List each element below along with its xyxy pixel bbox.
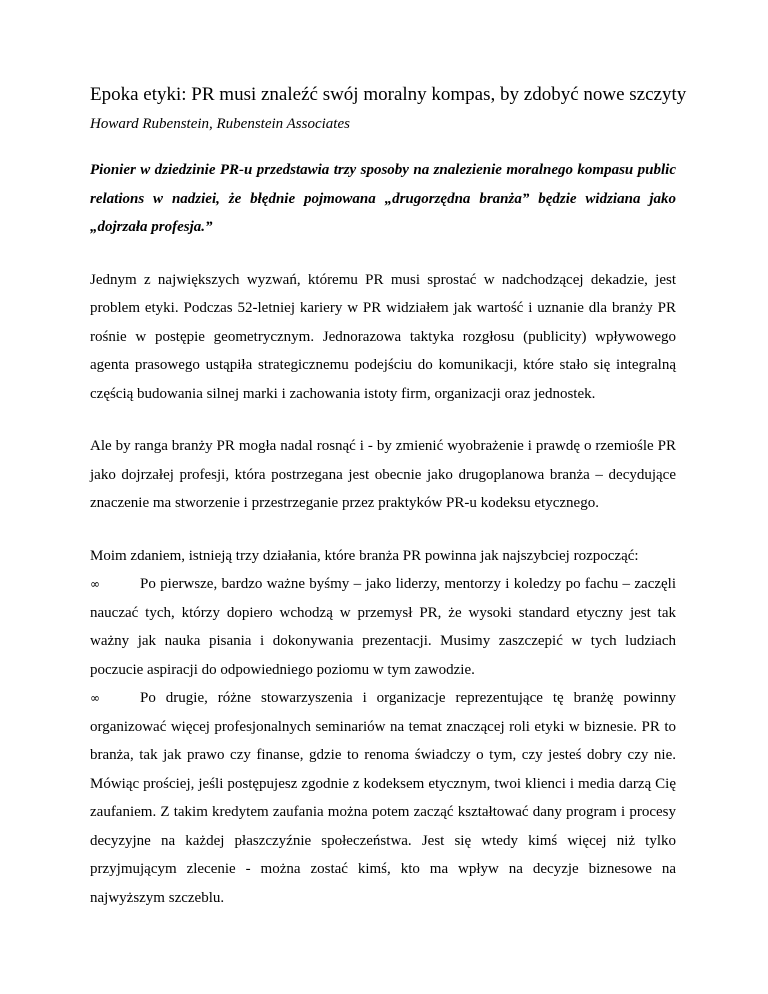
paragraph-1: Jednym z największych wyzwań, któremu PR musi sprostać w nadchodzącej dekadzie, jest problem etyki. Podczas 52-letniej kariery w PR widziałem jak wartość i uznanie dla branży PR rośnie w postępie geometrycznym. Jednorazowa taktyka rozgłosu (publicity) wpływowego agenta prasowego ustąpiła strategicznemu podejściu do komunikacji, które stało się integralną częścią budowania silnej marki i zachowania istoty firm, organizacji oraz jednostek. xyxy=(90,271,676,402)
article-author: Howard Rubenstein, Rubenstein Associates xyxy=(90,116,350,132)
article-lead: Pionier w dziedzinie PR-u przedstawia trzy sposoby na znalezienie moralnego kompasu public relations w nadziei, że błędnie pojmowana „drugorzędna branża” będzie widziana jako „dojrzała profesja.” xyxy=(90,162,676,235)
document-page xyxy=(90,66,687,912)
list-item-text: Po pierwsze, bardzo ważne byśmy – jako liderzy, mentorzy i koledzy po fachu – zaczęli nauczać tych, którzy dopiero wchodzą w przemysł PR, że wysoki standard etyczny jest tak ważny jak nauka pisania i dokonywania prezentacji. Musimy zaszczepić w tych ludziach poczucie aspiracji do odpowiedniego poziomu w tym zawodzie. xyxy=(90,576,676,678)
list-intro: Moim zdaniem, istnieją trzy działania, które branża PR powinna jak najszybciej rozpocząć: xyxy=(90,547,639,564)
infinity-bullet-icon: ∞ xyxy=(90,691,100,705)
list-item-text: Po drugie, różne stowarzyszenia i organizacje reprezentujące tę branżę powinny organizować więcej profesjonalnych seminariów na temat znaczącej roli etyki w biznesie. PR to branża, tak jak prawo czy finanse, gdzie to renoma świadczy o tym, czy jesteś dobry czy nie. Mówiąc prościej, jeśli postępujesz zgodnie z kodeksem etycznym, twoi klienci i media darzą Cię zaufaniem. Z takim kredytem zaufania można potem zacząć kształtować dany program i procesy decyzyjne na każdej płaszczyźnie społeczeństwa. Jest się wtedy kimś więcej niż tylko przyjmującym zlecenie - można zostać kimś, kto ma wpływ na decyzje biznesowe na najwyższym szczeblu. xyxy=(90,690,676,906)
list-item xyxy=(90,570,676,684)
infinity-bullet-icon: ∞ xyxy=(90,577,100,591)
article-title: Epoka etyki: PR musi znaleźć swój moralny kompas, by zdobyć nowe szczyty xyxy=(90,84,687,105)
list-item xyxy=(90,684,676,912)
paragraph-2: Ale by ranga branży PR mogła nadal rosnąć i - by zmienić wyobrażenie i prawdę o rzemiośle PR jako dojrzałej profesji, która postrzegana jest obecnie jako drugoplanowa branża – decydujące znaczenie ma stworzenie i przestrzeganie przez praktyków PR-u kodeksu etycznego. xyxy=(90,438,676,511)
